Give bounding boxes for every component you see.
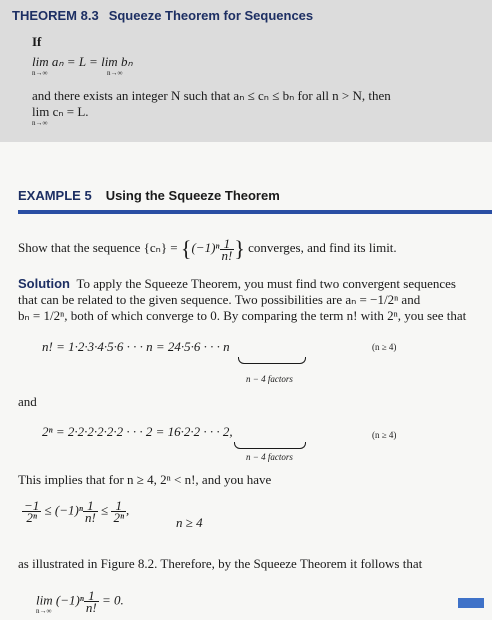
theorem-number: THEOREM 8.3: [12, 8, 99, 23]
solution-line1: [18, 276, 456, 292]
factorial-tail: 5·6 · · · n: [184, 339, 230, 354]
figure-line: as illustrated in Figure 8.2. Therefore, by the Squeeze Theorem it follows that: [18, 556, 423, 571]
theorem-title: Squeeze Theorem for Sequences: [108, 8, 314, 23]
example-prompt: [18, 236, 397, 262]
theorem-body-line2: lim cₙ = L.: [32, 104, 89, 119]
example-title: Using the Squeeze Theorem: [105, 188, 280, 203]
inequality-middle-fraction: [83, 500, 98, 523]
inequality-left-fraction: [22, 500, 41, 523]
power-lhs: 2ⁿ = 2·2·2·2·2·2 · · · 2 = 16·: [42, 424, 184, 439]
fraction-denominator: n!: [221, 247, 233, 263]
final-lim: lim (−1)ⁿ: [36, 592, 84, 608]
solution-label: Solution: [18, 276, 70, 291]
theorem-limit-subscript: n→∞: [32, 69, 48, 77]
middle-numerator: 1: [83, 500, 98, 512]
left-numerator: −1: [24, 498, 40, 513]
factorial-condition: (n ≥ 4): [372, 342, 397, 352]
theorem-if: If: [32, 34, 42, 49]
final-limit-subscript: n→∞: [36, 607, 52, 615]
final-numerator: 1: [84, 590, 99, 602]
theorem-limit-subscript-2: n→∞: [107, 69, 123, 77]
factorial-equation: [42, 339, 230, 355]
inequality-comma: ,: [126, 502, 130, 518]
fraction-numerator: 1: [220, 238, 235, 250]
left-denominator: 2ⁿ: [26, 510, 37, 525]
theorem-body-subscript: n→∞: [32, 119, 48, 127]
inequality: [22, 500, 129, 523]
inequality-middle: ≤ (−1)ⁿ: [44, 502, 83, 518]
left-brace: {: [180, 236, 192, 261]
example-rule: [18, 210, 492, 214]
final-result: = 0.: [101, 592, 124, 608]
sequence-base: (−1)ⁿ: [191, 239, 220, 255]
theorem-condition: [32, 54, 133, 70]
example-label: EXAMPLE 5: [18, 188, 92, 203]
page-corner-mark: [458, 598, 484, 608]
final-fraction: [84, 590, 99, 613]
power-brace: [234, 442, 306, 449]
final-denominator: n!: [85, 600, 97, 615]
theorem-heading: [12, 8, 313, 23]
inequality-right-fraction: [111, 500, 126, 523]
sequence-fraction: [220, 235, 235, 263]
solution-line2: that can be related to the given sequence. Two possibilities are aₙ = −1/2ⁿ and: [18, 292, 421, 307]
factorial-lhs: n! = 1·2·3·4·5·6 · · · n = 24·: [42, 339, 185, 354]
middle-denominator: n!: [84, 510, 96, 525]
right-numerator: 1: [111, 500, 126, 512]
example-heading: [18, 188, 280, 203]
factorial-brace: [238, 357, 306, 364]
power-brace-label: n − 4 factors: [246, 452, 293, 462]
implies-line: This implies that for n ≥ 4, 2ⁿ < n!, and you have: [18, 472, 272, 487]
prompt-end: converges, and find its limit.: [248, 239, 397, 255]
and-word: and: [18, 394, 37, 409]
prompt-start: Show that the sequence {cₙ} =: [18, 239, 178, 255]
inequality-condition: n ≥ 4: [176, 515, 203, 530]
power-tail: 2·2 · · · 2,: [183, 424, 233, 439]
right-denominator: 2ⁿ: [113, 510, 125, 525]
inequality-le: ≤: [101, 502, 109, 518]
factorial-brace-label: n − 4 factors: [246, 374, 293, 384]
theorem-body-line1: and there exists an integer N such that aₙ ≤ cₙ ≤ bₙ for all n > N, then: [32, 88, 391, 103]
power-condition: (n ≥ 4): [372, 430, 397, 440]
solution-line1-text: To apply the Squeeze Theorem, you must find two convergent sequences: [76, 276, 456, 291]
right-brace: }: [234, 236, 245, 261]
theorem-condition-text: lim aₙ = L = lim bₙ: [32, 54, 133, 69]
solution-line3: bₙ = 1/2ⁿ, both of which converge to 0. By comparing the term n! with 2ⁿ, you see that: [18, 308, 467, 323]
power-equation: [42, 424, 233, 440]
